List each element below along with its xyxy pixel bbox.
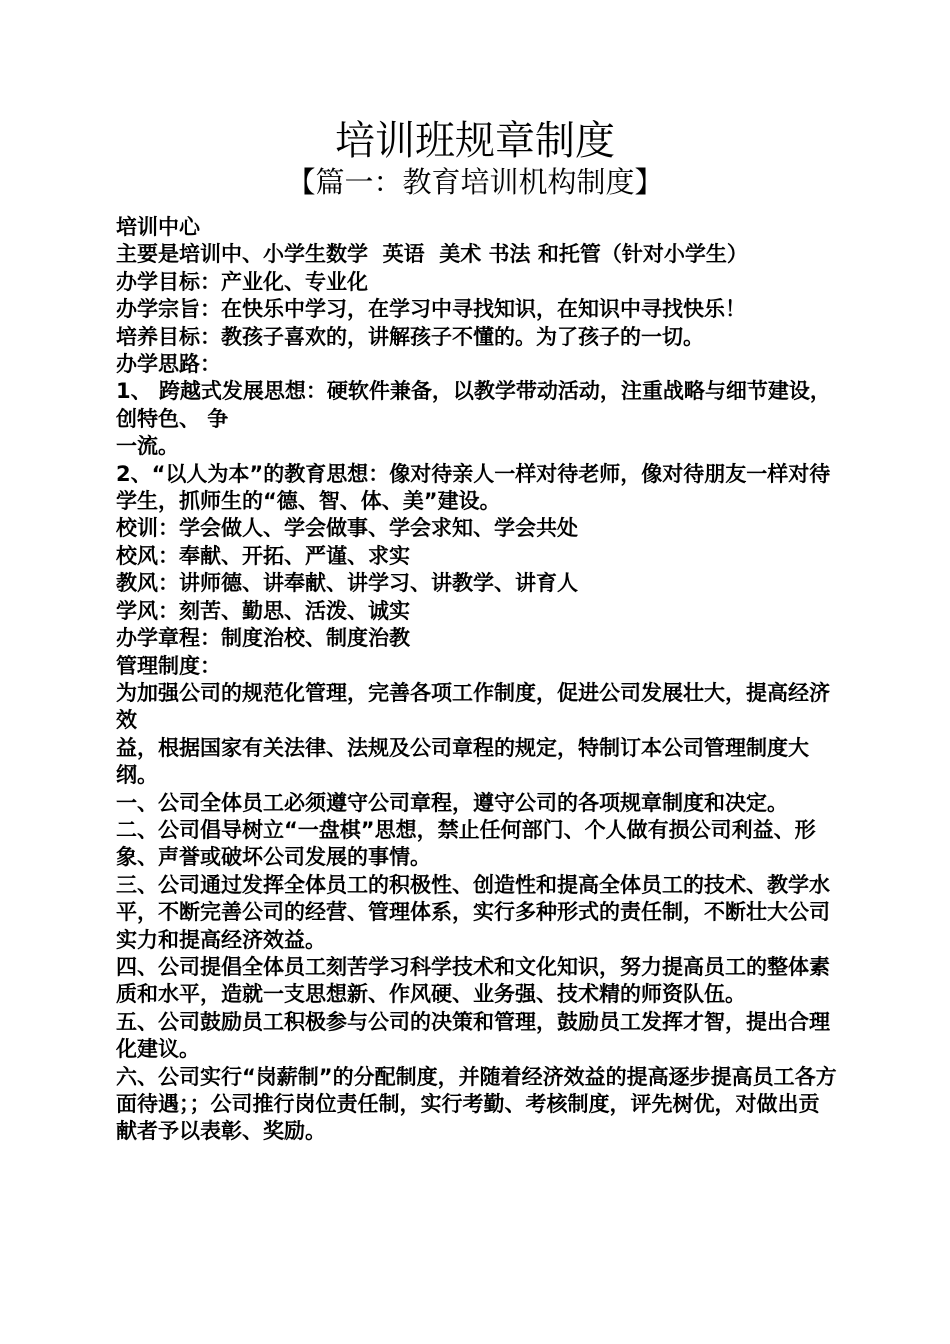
- paragraph-school-spirit: 校风：奉献、开拓、严谨、求实: [116, 543, 410, 568]
- paragraph-rule-4: 四、公司提倡全体员工刻苦学习科学技术和文化知识，努力提高员工的整体素质和水平，造就一支思想新、作风硬、业务强、技术精的师资队伍。: [116, 954, 830, 1007]
- paragraph-rule-1: 一、公司全体员工必须遵守公司章程，遵守公司的各项规章制度和决定。: [116, 790, 788, 815]
- paragraph-approach-1: 1、 跨越式发展思想：硬软件兼备，以教学带动活动，注重战略与细节建设，创特色、 争: [116, 379, 831, 431]
- paragraph-management-heading: 管理制度：: [116, 653, 221, 678]
- paragraph-motto: 校训：学会做人、学会做事、学会求知、学会共处: [116, 516, 578, 541]
- document-subtitle: 【篇一：教育培训机构制度】: [286, 165, 664, 199]
- document-body: [116, 214, 840, 1146]
- paragraph-management-intro-cont: 益，根据国家有关法律、法规及公司章程的规定，特制订本公司管理制度大纲。: [116, 735, 809, 788]
- paragraph-approach-1-cont: 一流。: [116, 434, 179, 459]
- paragraph-approach-2: 2、“以人为本”的教育思想：像对待亲人一样对待老师，像对待朋友一样对待学生，抓师生的“德、智、体、美”建设。: [116, 461, 831, 514]
- paragraph-rule-3: 三、公司通过发挥全体员工的积极性、创造性和提高全体员工的技术、教学水平，不断完善公司的经营、管理体系，实行多种形式的责任制，不断壮大公司实力和提高经济效益。: [116, 872, 830, 952]
- paragraph-goal: 办学目标：产业化、专业化: [116, 269, 368, 294]
- paragraph-center-name: 培训中心: [116, 215, 200, 239]
- paragraph-rule-2: 二、公司倡导树立“一盘棋”思想，禁止任何部门、个人做有损公司利益、形象、声誉或破坏公司发展的事情。: [116, 817, 816, 870]
- paragraph-purpose: 办学宗旨：在快乐中学习，在学习中寻找知识，在知识中寻找快乐！: [116, 297, 746, 322]
- document-title: 培训班规章制度: [335, 118, 615, 164]
- paragraph-main-business: 主要是培训中、小学生数学 英语 美术 书法 和托管（针对小学生）: [116, 242, 748, 267]
- paragraph-charter: 办学章程：制度治校、制度治教: [116, 626, 410, 651]
- paragraph-approach-heading: 办学思路：: [116, 352, 221, 377]
- paragraph-training-target: 培养目标：教孩子喜欢的，讲解孩子不懂的。为了孩子的一切。: [116, 324, 704, 349]
- paragraph-rule-5: 五、公司鼓励员工积极参与公司的决策和管理，鼓励员工发挥才智，提出合理化建议。: [116, 1009, 830, 1062]
- paragraph-study-style: 学风：刻苦、勤思、活泼、诚实: [116, 598, 410, 623]
- paragraph-rule-6: 六、公司实行“岗薪制”的分配制度，并随着经济效益的提高逐步提高员工各方面待遇；；公司推行岗位责任制，实行考勤、考核制度，评先树优，对做出贡献者予以表彰、奖励。: [116, 1064, 837, 1144]
- paragraph-management-intro: 为加强公司的规范化管理，完善各项工作制度，促进公司发展壮大，提高经济效: [116, 680, 830, 733]
- paragraph-teaching-style: 教风：讲师德、讲奉献、讲学习、讲教学、讲育人: [116, 571, 578, 596]
